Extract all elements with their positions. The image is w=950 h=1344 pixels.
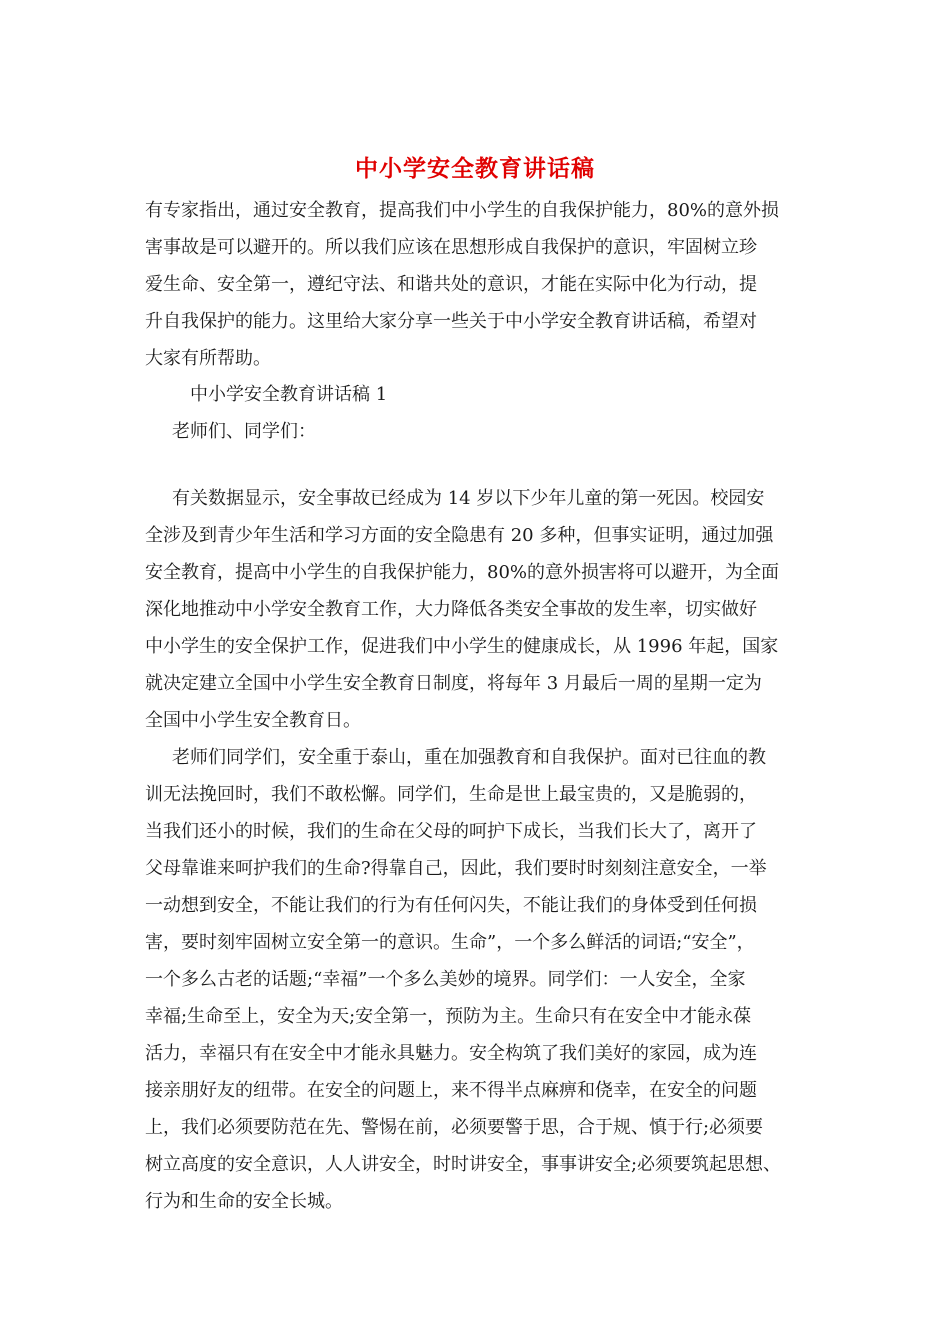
paragraph-line: 一个多么古老的话题;“幸福”一个多么美妙的境界。同学们：一人安全，全家 [145,969,746,990]
paragraph-line: 幸福;生命至上，安全为天;安全第一，预防为主。生命只有在安全中才能永葆 [145,1006,752,1027]
paragraph-line: 中小学生的安全保护工作，促进我们中小学生的健康成长，从 1996 年起，国家 [145,636,779,657]
paragraph-line: 老师们同学们，安全重于泰山，重在加强教育和自我保护。面对已往血的教 [172,747,766,768]
intro-line: 害事故是可以避开的。所以我们应该在思想形成自我保护的意识，牢固树立珍 [145,237,757,258]
paragraph-line: 害，要时刻牢固树立安全第一的意识。生命”，一个多么鲜活的词语;“安全”， [145,932,755,953]
intro-line: 大家有所帮助。 [145,348,271,369]
intro-line: 有专家指出，通过安全教育，提高我们中小学生的自我保护能力，80%的意外损 [145,200,780,221]
paragraph-line: 行为和生命的安全长城。 [145,1191,343,1212]
salutation: 老师们、同学们： [172,421,316,442]
paragraph-line: 有关数据显示，安全事故已经成为 14 岁以下少年儿童的第一死因。校园安 [172,488,765,509]
intro-line: 爱生命、安全第一，遵纪守法、和谐共处的意识，才能在实际中化为行动，提 [145,274,757,295]
paragraph-line: 父母靠谁来呵护我们的生命?得靠自己，因此，我们要时时刻刻注意安全，一举 [145,858,767,879]
paragraph-line: 全涉及到青少年生活和学习方面的安全隐患有 20 多种，但事实证明，通过加强 [145,525,774,546]
paragraph-line: 一动想到安全，不能让我们的行为有任何闪失，不能让我们的身体受到任何损 [145,895,757,916]
paragraph-line: 上，我们必须要防范在先、警惕在前，必须要警于思，合于规、慎于行;必须要 [145,1117,764,1138]
paragraph-line: 当我们还小的时候，我们的生命在父母的呵护下成长，当我们长大了，离开了 [145,821,757,842]
paragraph-line: 深化地推动中小学安全教育工作，大力降低各类安全事故的发生率，切实做好 [145,599,757,620]
document-title: 中小学安全教育讲话稿 [355,155,595,182]
paragraph-line: 树立高度的安全意识，人人讲安全，时时讲安全，事事讲安全;必须要筑起思想、 [145,1154,782,1175]
paragraph-line: 就决定建立全国中小学生安全教育日制度，将每年 3 月最后一周的星期一定为 [145,673,762,694]
paragraph-line: 安全教育，提高中小学生的自我保护能力，80%的意外损害将可以避开，为全面 [145,562,780,583]
paragraph-line: 训无法挽回时，我们不敢松懈。同学们，生命是世上最宝贵的，又是脆弱的， [145,784,757,805]
paragraph-line: 活力，幸福只有在安全中才能永具魅力。安全构筑了我们美好的家园，成为连 [145,1043,757,1064]
paragraph-line: 接亲朋好友的纽带。在安全的问题上，来不得半点麻痹和侥幸，在安全的问题 [145,1080,757,1101]
intro-line: 升自我保护的能力。这里给大家分享一些关于中小学安全教育讲话稿，希望对 [145,311,757,332]
section-heading: 中小学安全教育讲话稿 1 [190,384,388,405]
paragraph-line: 全国中小学生安全教育日。 [145,710,361,731]
